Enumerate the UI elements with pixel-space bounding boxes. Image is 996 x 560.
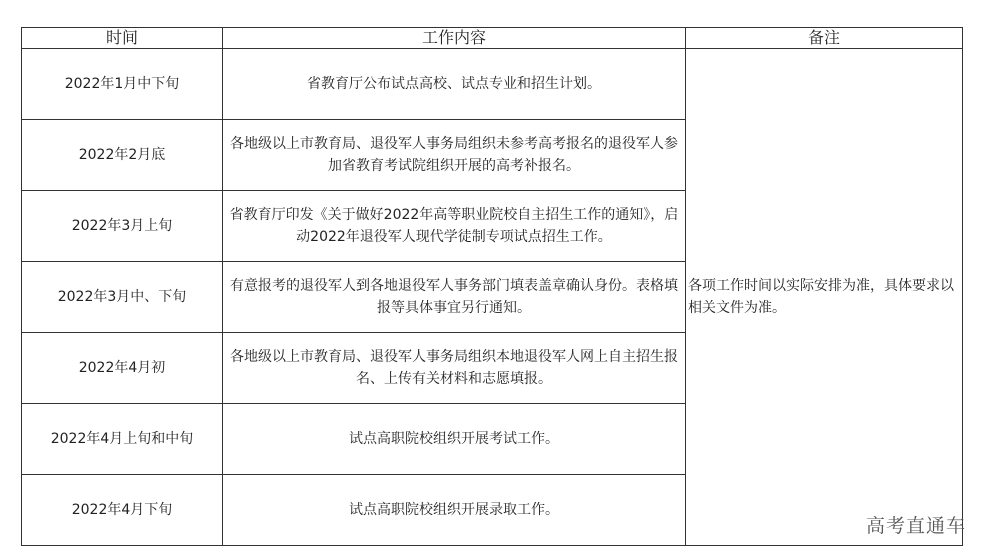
row-time: 2022年4月下旬 (22, 475, 223, 546)
schedule-table (21, 27, 963, 546)
row-content: 试点高职院校组织开展考试工作。 (223, 404, 686, 475)
row-time: 2022年2月底 (22, 120, 223, 191)
header-content: 工作内容 (223, 28, 686, 49)
row-content: 各地级以上市教育局、退役军人事务局组织本地退役军人网上自主招生报名、上传有关材料和志愿填报。 (223, 333, 686, 404)
note-cell: 各项工作时间以实际安排为准，具体要求以相关文件为准。 (686, 49, 963, 546)
row-content: 各地级以上市教育局、退役军人事务局组织未参考高考报名的退役军人参加省教育考试院组织开展的高考补报名。 (223, 120, 686, 191)
row-content: 省教育厅公布试点高校、试点专业和招生计划。 (223, 49, 686, 120)
row-time: 2022年4月初 (22, 333, 223, 404)
row-content: 有意报考的退役军人到各地退役军人事务部门填表盖章确认身份。表格填报等具体事宜另行通知。 (223, 262, 686, 333)
header-time: 时间 (22, 28, 223, 49)
row-time: 2022年4月上旬和中旬 (22, 404, 223, 475)
row-content: 省教育厅印发《关于做好2022年高等职业院校自主招生工作的通知》，启动2022年退役军人现代学徒制专项试点招生工作。 (223, 191, 686, 262)
table-row (22, 49, 963, 120)
row-time: 2022年3月中、下旬 (22, 262, 223, 333)
row-content: 试点高职院校组织开展录取工作。 (223, 475, 686, 546)
row-time: 2022年1月中下旬 (22, 49, 223, 120)
watermark: 高考直通车 (865, 515, 966, 537)
table-header-row (22, 28, 963, 49)
header-note: 备注 (686, 28, 963, 49)
row-time: 2022年3月上旬 (22, 191, 223, 262)
